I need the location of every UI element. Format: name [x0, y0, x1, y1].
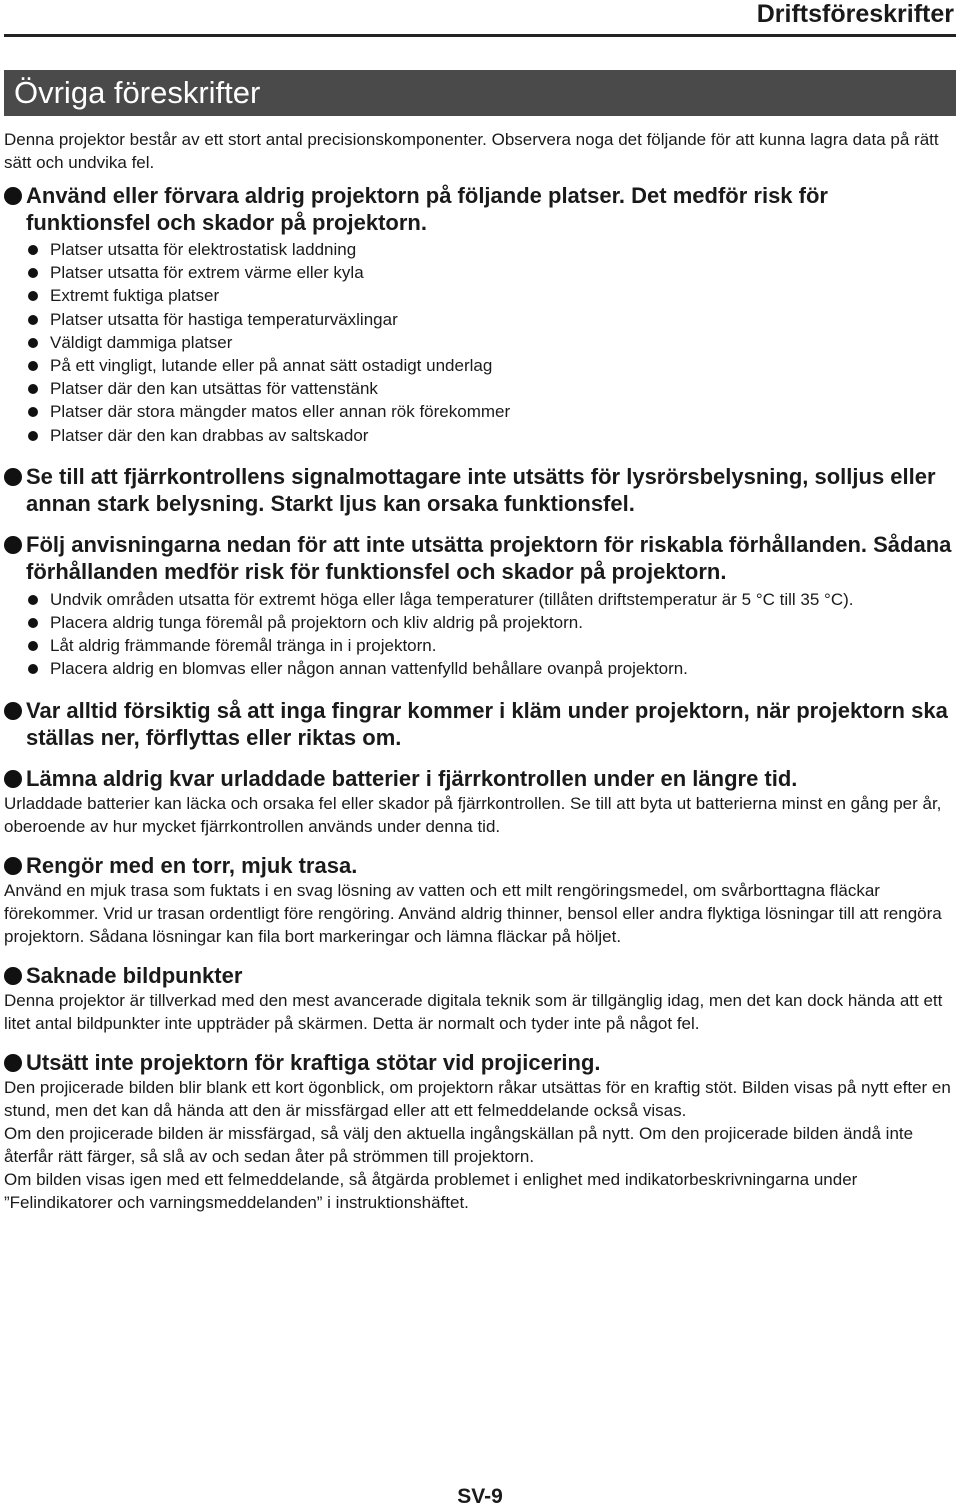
- intro-paragraph: Denna projektor består av ett stort antal precisionskomponenter. Observera noga det följande för att kunna lagra data på rätt sätt och undvika fel.: [4, 130, 939, 172]
- bullet-list: [4, 238, 954, 447]
- bullet-dot-icon: [28, 291, 38, 301]
- notice-section: [4, 852, 954, 948]
- notice-heading: [4, 1049, 954, 1076]
- notice-section: [4, 463, 954, 517]
- notice-heading-text: Använd eller förvara aldrig projektorn på följande platser. Det medför risk för funktionsfel och skador på projektorn.: [26, 183, 828, 235]
- bullet-dot-icon: [4, 536, 22, 554]
- bullet-dot-icon: [4, 702, 22, 720]
- notice-heading: [4, 531, 954, 585]
- list-item: Extremt fuktiga platser: [4, 284, 954, 307]
- notice-heading: [4, 463, 954, 517]
- bullet-dot-icon: [28, 407, 38, 417]
- page-header-title: Driftsföreskrifter: [756, 0, 954, 28]
- bullet-dot-icon: [28, 338, 38, 348]
- body-paragraph: Om bilden visas igen med ett felmeddelande, så åtgärda problemet i enlighet med indikatorbeskrivningarna under ”Felindikatorer och varningsmeddelanden” i instruktionshäftet.: [4, 1169, 858, 1212]
- bullet-dot-icon: [28, 641, 38, 651]
- list-item: Placera aldrig tunga föremål på projektorn och kliv aldrig på projektorn.: [4, 611, 954, 634]
- list-item: Platser utsatta för extrem värme eller kyla: [4, 261, 954, 284]
- notice-section: [4, 765, 954, 838]
- body-paragraph: Om den projicerade bilden är missfärgad, så välj den aktuella ingångskällan på nytt. Om den projicerade bilden ändå inte återfår rätt färger, så slå av och sedan åter på strömmen till projektorn.: [4, 1123, 914, 1166]
- notice-heading-text: Följ anvisningarna nedan för att inte utsätta projektorn för riskabla förhållanden. Sådana förhållanden medför risk för funktionsfel och skador på projektorn.: [26, 531, 952, 584]
- bullet-dot-icon: [28, 431, 38, 441]
- page-number: SV-9: [457, 1485, 503, 1508]
- bullet-dot-icon: [4, 770, 22, 788]
- bullet-dot-icon: [4, 1054, 22, 1072]
- notice-heading: [4, 765, 954, 792]
- list-item: Väldigt dammiga platser: [4, 331, 954, 354]
- list-item: Undvik områden utsatta för extremt höga eller låga temperaturer (tillåten driftstemperatur är 5 °C till 35 °C).: [4, 588, 954, 611]
- list-item: Placera aldrig en blomvas eller någon annan vattenfylld behållare ovanpå projektorn.: [4, 657, 954, 680]
- notice-heading-text: Rengör med en torr, mjuk trasa.: [26, 852, 358, 878]
- bullet-dot-icon: [4, 468, 22, 486]
- section-title: Övriga föreskrifter: [14, 75, 261, 110]
- notice-heading: [4, 962, 954, 989]
- list-item: Platser där den kan drabbas av saltskador: [4, 424, 954, 447]
- list-item: Platser utsatta för elektrostatisk laddning: [4, 238, 954, 261]
- body-paragraph: Urladdade batterier kan läcka och orsaka fel eller skador på fjärrkontrollen. Se till att byta ut batterierna minst en gång per år, oberoende av hur mycket fjärrkontrollen används under denna tid.: [4, 793, 942, 836]
- bullet-dot-icon: [28, 268, 38, 278]
- notice-heading: [4, 852, 954, 879]
- bullet-dot-icon: [28, 618, 38, 628]
- bullet-dot-icon: [4, 187, 22, 205]
- bullet-dot-icon: [28, 361, 38, 371]
- body-paragraph: Använd en mjuk trasa som fuktats i en svag lösning av vatten och ett milt rengöringsmedel, om svårborttagna fläckar förekommer. Vrid ur trasan ordentligt före rengöring. Använd aldrig thinner, bensol eller andra flyktiga lösningar till att rengöra projektorn. Sådana lösningar kan fila bort markeringar och lämna fläckar på höljet.: [4, 880, 942, 946]
- list-item: Låt aldrig främmande föremål tränga in i projektorn.: [4, 634, 954, 657]
- notice-heading-text: Utsätt inte projektorn för kraftiga stötar vid projicering.: [26, 1049, 601, 1075]
- section-title-banner: [4, 70, 956, 116]
- list-item: På ett vingligt, lutande eller på annat sätt ostadigt underlag: [4, 354, 954, 377]
- bullet-dot-icon: [4, 967, 22, 985]
- notice-section: [4, 1049, 954, 1214]
- notice-heading-text: Se till att fjärrkontrollens signalmottagare inte utsätts för lysrörsbelysning, solljus eller annan stark belysning. Starkt ljus kan orsaka funktionsfel.: [26, 463, 936, 516]
- body-paragraph: Denna projektor är tillverkad med den mest avancerade digitala teknik som är tillgänglig idag, men det kan dock hända att ett litet antal bildpunkter inte uppträder på skärmen. Detta är normalt och tyder inte på något fel.: [4, 990, 943, 1033]
- document-content: [4, 128, 954, 1214]
- list-item: Platser där den kan utsättas för vattenstänk: [4, 377, 954, 400]
- notice-heading: [4, 182, 954, 236]
- notice-heading-text: Lämna aldrig kvar urladdade batterier i fjärrkontrollen under en längre tid.: [26, 765, 798, 791]
- bullet-dot-icon: [28, 595, 38, 605]
- bullet-dot-icon: [28, 315, 38, 325]
- bullet-dot-icon: [28, 384, 38, 394]
- bullet-dot-icon: [28, 664, 38, 674]
- notice-heading-text: Saknade bildpunkter: [26, 962, 243, 988]
- bullet-dot-icon: [28, 245, 38, 255]
- notice-section: [4, 962, 954, 1035]
- list-item: Platser utsatta för hastiga temperaturväxlingar: [4, 308, 954, 331]
- body-paragraph: Den projicerade bilden blir blank ett kort ögonblick, om projektorn råkar utsättas för en kraftig stöt. Bilden visas på nytt efter en stund, men det kan då hända att den är missfärgad eller att ett felmeddelande också visas.: [4, 1077, 951, 1120]
- notice-section: [4, 697, 954, 751]
- header-divider: [4, 34, 956, 37]
- notice-heading-text: Var alltid försiktig så att inga fingrar kommer i kläm under projektorn, när projektorn ska ställas ner, förflyttas eller riktas om.: [26, 697, 948, 750]
- notice-heading: [4, 697, 954, 751]
- list-item: Platser där stora mängder matos eller annan rök förekommer: [4, 400, 954, 423]
- notice-section: [4, 531, 954, 681]
- bullet-dot-icon: [4, 857, 22, 875]
- bullet-list: [4, 588, 954, 681]
- notice-section: [4, 182, 954, 447]
